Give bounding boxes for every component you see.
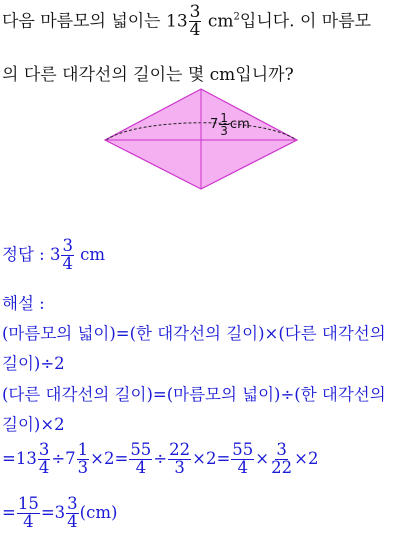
eq-fraction bbox=[270, 442, 293, 477]
question-text-pre: 다음 마름모의 넓이는 13 bbox=[2, 11, 188, 32]
answer-unit: cm bbox=[74, 244, 106, 264]
fraction-numerator: 3 bbox=[276, 440, 287, 459]
eq-fraction bbox=[129, 442, 152, 477]
fraction-numerator: 1 bbox=[220, 111, 228, 125]
answer-label: 정답 : bbox=[2, 244, 50, 264]
eq-fraction bbox=[77, 442, 90, 477]
eq-text: × bbox=[255, 448, 270, 468]
solution-row-3: (다른 대각선의 길이)=(마름모의 넓이)÷(한 대각선의 bbox=[2, 385, 386, 404]
fraction-denominator: 3 bbox=[174, 457, 185, 477]
fraction-numerator: 55 bbox=[130, 440, 152, 459]
fraction-denominator: 3 bbox=[220, 124, 228, 139]
fraction-numerator: 3 bbox=[38, 440, 50, 459]
answer-fraction bbox=[61, 238, 74, 273]
eq-fraction bbox=[38, 442, 51, 477]
fraction-denominator: 3 bbox=[77, 457, 89, 477]
diagonal-label-whole: 7 bbox=[210, 117, 219, 133]
fraction-numerator: 22 bbox=[169, 440, 191, 459]
solution-equation-1 bbox=[2, 442, 318, 477]
diagonal-label-fraction bbox=[219, 112, 229, 137]
eq-fraction bbox=[17, 496, 40, 531]
solution-row-4: 길이)×2 bbox=[2, 415, 65, 434]
eq-text: =13 bbox=[2, 448, 37, 468]
answer-line bbox=[2, 238, 105, 273]
eq-text: (cm) bbox=[79, 502, 118, 522]
fraction-numerator: 55 bbox=[232, 440, 254, 459]
eq-text: = bbox=[2, 502, 16, 522]
diagonal-label-unit: cm bbox=[229, 117, 250, 133]
question-line-2: 의 다른 대각선의 길이는 몇 cm입니까? bbox=[2, 65, 294, 85]
fraction-numerator: 15 bbox=[17, 494, 39, 513]
area-unit: cm bbox=[202, 11, 234, 32]
fraction-numerator: 1 bbox=[77, 440, 89, 459]
eq-fraction bbox=[231, 442, 254, 477]
solution-equation-2 bbox=[2, 496, 117, 531]
fraction-denominator: 4 bbox=[67, 511, 78, 531]
fraction-numerator: 3 bbox=[62, 236, 73, 255]
fraction-denominator: 22 bbox=[271, 457, 293, 477]
eq-fraction bbox=[168, 442, 191, 477]
eq-text: ×2= bbox=[192, 448, 231, 468]
fraction-denominator: 4 bbox=[189, 20, 201, 41]
eq-text: ×2= bbox=[90, 448, 129, 468]
question-text-post: 입니다. 이 마름모 bbox=[239, 11, 372, 32]
diagonal-length-label bbox=[210, 112, 250, 137]
answer-whole: 3 bbox=[49, 244, 61, 264]
eq-text: ÷ bbox=[153, 448, 168, 468]
fraction-denominator: 4 bbox=[237, 457, 249, 477]
solution-row-1: (마름모의 넓이)=(한 대각선의 길이)×(다른 대각선의 bbox=[2, 324, 386, 343]
area-unit-exponent: 2 bbox=[233, 11, 240, 23]
rhombus-figure bbox=[0, 0, 400, 200]
fraction-denominator: 4 bbox=[62, 253, 73, 273]
fraction-numerator: 3 bbox=[189, 2, 201, 22]
fraction-denominator: 4 bbox=[38, 457, 50, 477]
eq-text: ×2 bbox=[294, 448, 319, 468]
fraction-denominator: 4 bbox=[135, 457, 147, 477]
eq-text: ÷7 bbox=[51, 448, 76, 468]
eq-fraction bbox=[66, 496, 79, 531]
solution-row-2: 길이)÷2 bbox=[2, 354, 65, 373]
eq-text: =3 bbox=[40, 502, 66, 522]
fraction-denominator: 4 bbox=[23, 511, 34, 531]
fraction-numerator: 3 bbox=[67, 494, 78, 513]
solution-heading: 해설 : bbox=[2, 294, 45, 313]
